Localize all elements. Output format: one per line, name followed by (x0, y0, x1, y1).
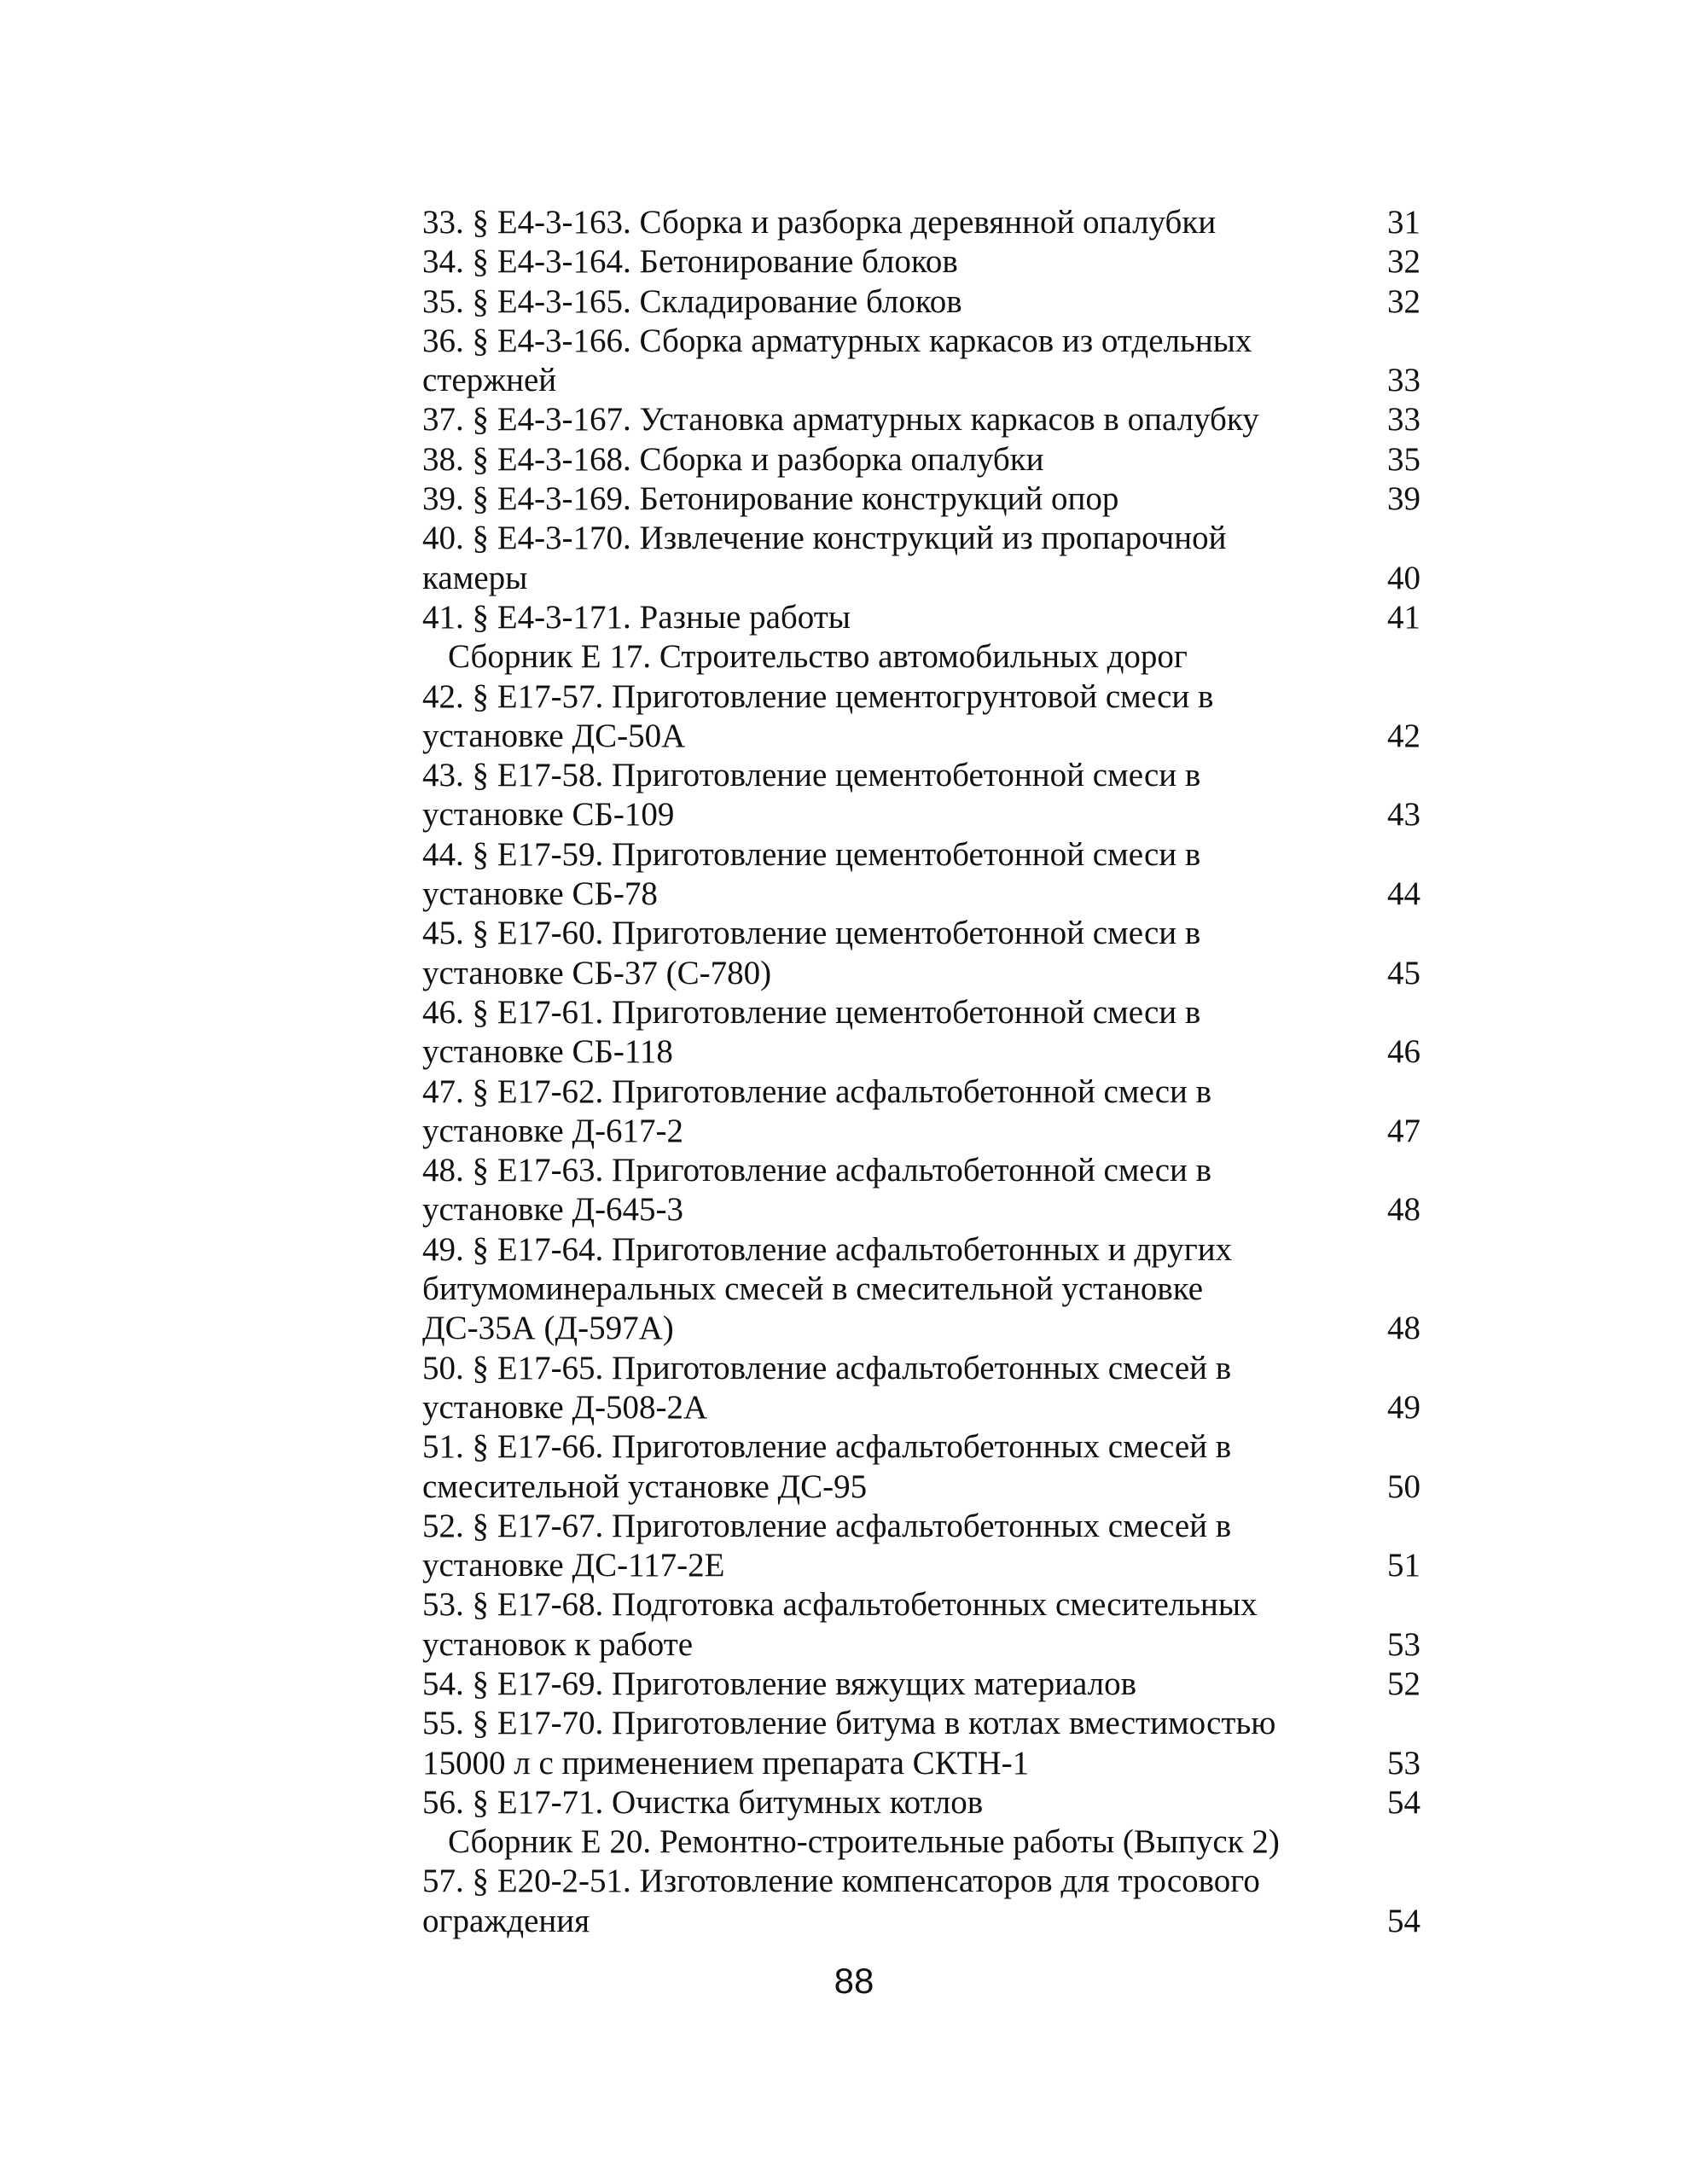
toc-entry-title: установке СБ-109 (422, 796, 675, 834)
toc-page-number: 31 (1387, 204, 1420, 241)
toc-entry-line (422, 756, 1420, 795)
toc-entry-line (422, 1546, 1420, 1585)
toc-entry-line (422, 1349, 1420, 1388)
toc-entry-title: 44. § Е17-59. Приготовление цементобетонной смеси в (422, 835, 1201, 873)
toc-entry-line (422, 1744, 1420, 1783)
toc-page-number: 39 (1387, 480, 1420, 518)
toc-page-number: 44 (1387, 875, 1420, 913)
toc-entry-title: 48. § Е17-63. Приготовление асфальтобетонной смеси в (422, 1152, 1212, 1189)
toc-entry-line (422, 717, 1420, 756)
toc-entry-line (422, 1032, 1420, 1072)
toc-entry-line (422, 203, 1420, 242)
toc-entry-title: установке СБ-118 (422, 1033, 673, 1071)
toc-entry-title: 51. § Е17-66. Приготовление асфальтобетонных смесей в (422, 1428, 1232, 1466)
toc-page-number: 53 (1387, 1625, 1420, 1663)
toc-section-heading (422, 1822, 1420, 1862)
toc-entry-title: камеры (422, 559, 528, 596)
toc-entry-line (422, 1388, 1420, 1427)
toc-page-number: 41 (1387, 598, 1420, 636)
toc-page-number: 43 (1387, 796, 1420, 834)
table-of-contents (422, 203, 1420, 1941)
toc-entry-title: 33. § Е4-3-163. Сборка и разборка деревянной опалубки (422, 204, 1217, 241)
toc-entry-title: 49. § Е17-64. Приготовление асфальтобетонных и других (422, 1230, 1233, 1268)
page-number: 88 (834, 1961, 874, 2001)
toc-entry-title: установке Д-508-2А (422, 1388, 708, 1426)
toc-entry-title: установке Д-645-3 (422, 1191, 684, 1229)
toc-entry-line (422, 480, 1420, 519)
toc-entry-line (422, 1151, 1420, 1190)
toc-entry-title: ДС-35А (Д-597А) (422, 1310, 674, 1347)
toc-entry-line (422, 875, 1420, 914)
toc-entry-line (422, 1427, 1420, 1467)
toc-entry-line (422, 993, 1420, 1032)
toc-entry-title: 47. § Е17-62. Приготовление асфальтобетонной смеси в (422, 1072, 1212, 1110)
toc-section-title: Сборник Е 17. Строительство автомобильных дорог (448, 638, 1188, 676)
toc-entry-title: установке Д-617-2 (422, 1112, 684, 1149)
toc-entry-line (422, 1309, 1420, 1348)
toc-section-heading (422, 637, 1420, 677)
toc-entry-line (422, 1902, 1420, 1941)
toc-page-number: 48 (1387, 1191, 1420, 1229)
toc-entry-line (422, 1468, 1420, 1507)
toc-entry-title: 41. § Е4-3-171. Разные работы (422, 598, 851, 636)
toc-entry-title: 50. § Е17-65. Приготовление асфальтобетонных смесей в (422, 1349, 1232, 1386)
toc-page-number: 47 (1387, 1112, 1420, 1149)
toc-page-number: 50 (1387, 1468, 1420, 1505)
toc-entry-line (422, 400, 1420, 439)
toc-entry-title: установке ДС-50А (422, 717, 686, 754)
toc-page-number: 33 (1387, 362, 1420, 399)
toc-entry-title: 52. § Е17-67. Приготовление асфальтобетонных смесей в (422, 1507, 1232, 1544)
toc-entry-line (422, 1072, 1420, 1112)
toc-entry-line (422, 1230, 1420, 1270)
toc-entry-title: 34. § Е4-3-164. Бетонирование блоков (422, 243, 958, 281)
toc-entry-title: 38. § Е4-3-168. Сборка и разборка опалубки (422, 440, 1044, 478)
toc-entry-line (422, 361, 1420, 400)
toc-entry-title: 35. § Е4-3-165. Складирование блоков (422, 282, 962, 320)
toc-entry-title: ограждения (422, 1902, 590, 1939)
toc-entry-title: 54. § Е17-69. Приготовление вяжущих материалов (422, 1665, 1137, 1702)
toc-page-number: 32 (1387, 282, 1420, 320)
toc-entry-line (422, 322, 1420, 361)
toc-page-number: 42 (1387, 717, 1420, 754)
toc-entry-line (422, 282, 1420, 322)
toc-page-number: 52 (1387, 1665, 1420, 1702)
toc-page-number: 35 (1387, 440, 1420, 478)
toc-entry-title: 15000 л с применением препарата СКТН-1 (422, 1744, 1030, 1781)
toc-entry-title: 53. § Е17-68. Подготовка асфальтобетонных смесительных (422, 1586, 1258, 1624)
toc-entry-line (422, 1783, 1420, 1822)
toc-page-number: 32 (1387, 243, 1420, 281)
toc-page-number: 49 (1387, 1388, 1420, 1426)
toc-entry-line (422, 559, 1420, 598)
toc-entry-title: битумоминеральных смесей в смесительной установке (422, 1270, 1204, 1308)
toc-entry-title: 57. § Е20-2-51. Изготовление компенсаторов для тросового (422, 1863, 1260, 1900)
toc-entry-line (422, 677, 1420, 717)
toc-page-number: 51 (1387, 1547, 1420, 1584)
toc-entry-title: 55. § Е17-70. Приготовление битума в котлах вместимостью (422, 1705, 1276, 1742)
toc-entry-line (422, 1585, 1420, 1625)
toc-entry-line (422, 1704, 1420, 1743)
toc-entry-title: установок к работе (422, 1625, 694, 1663)
toc-entry-title: 56. § Е17-71. Очистка битумных котлов (422, 1783, 984, 1821)
toc-entry-line (422, 1665, 1420, 1704)
toc-entry-line (422, 1507, 1420, 1546)
toc-entry-line (422, 954, 1420, 993)
toc-entry-title: 39. § Е4-3-169. Бетонирование конструкций опор (422, 480, 1119, 518)
toc-entry-line (422, 795, 1420, 834)
toc-entry-line (422, 1862, 1420, 1901)
toc-entry-line (422, 242, 1420, 282)
toc-entry-line (422, 519, 1420, 558)
toc-page-number: 45 (1387, 954, 1420, 991)
toc-entry-title: стержней (422, 362, 557, 399)
toc-section-title: Сборник Е 20. Ремонтно-строительные работы (Выпуск 2) (448, 1823, 1280, 1861)
toc-entry-line (422, 914, 1420, 953)
toc-entry-line (422, 440, 1420, 480)
toc-entry-line (422, 835, 1420, 875)
toc-entry-line (422, 1270, 1420, 1309)
toc-entry-title: 45. § Е17-60. Приготовление цементобетонной смеси в (422, 915, 1201, 952)
toc-entry-line (422, 598, 1420, 637)
toc-entry-title: установке СБ-78 (422, 875, 658, 913)
toc-entry-line (422, 1625, 1420, 1665)
toc-entry-title: смесительной установке ДС-95 (422, 1468, 868, 1505)
toc-entry-line (422, 1112, 1420, 1151)
toc-entry-title: 36. § Е4-3-166. Сборка арматурных каркасов из отдельных (422, 322, 1252, 359)
toc-entry-title: 37. § Е4-3-167. Установка арматурных каркасов в опалубку (422, 401, 1259, 439)
toc-page-number: 54 (1387, 1783, 1420, 1821)
toc-entry-title: 42. § Е17-57. Приготовление цементогрунтовой смеси в (422, 677, 1214, 715)
toc-entry-title: 43. § Е17-58. Приготовление цементобетонной смеси в (422, 757, 1201, 794)
toc-entry-line (422, 1190, 1420, 1229)
toc-page-number: 53 (1387, 1744, 1420, 1781)
toc-page-number: 46 (1387, 1033, 1420, 1071)
toc-page-number: 54 (1387, 1902, 1420, 1939)
toc-page-number: 33 (1387, 401, 1420, 439)
toc-page-number: 40 (1387, 559, 1420, 596)
toc-page-number: 48 (1387, 1310, 1420, 1347)
toc-entry-title: 46. § Е17-61. Приготовление цементобетонной смеси в (422, 993, 1201, 1031)
toc-entry-title: 40. § Е4-3-170. Извлечение конструкций из пропарочной (422, 520, 1227, 557)
toc-entry-title: установке ДС-117-2Е (422, 1547, 725, 1584)
toc-entry-title: установке СБ-37 (С-780) (422, 954, 772, 991)
